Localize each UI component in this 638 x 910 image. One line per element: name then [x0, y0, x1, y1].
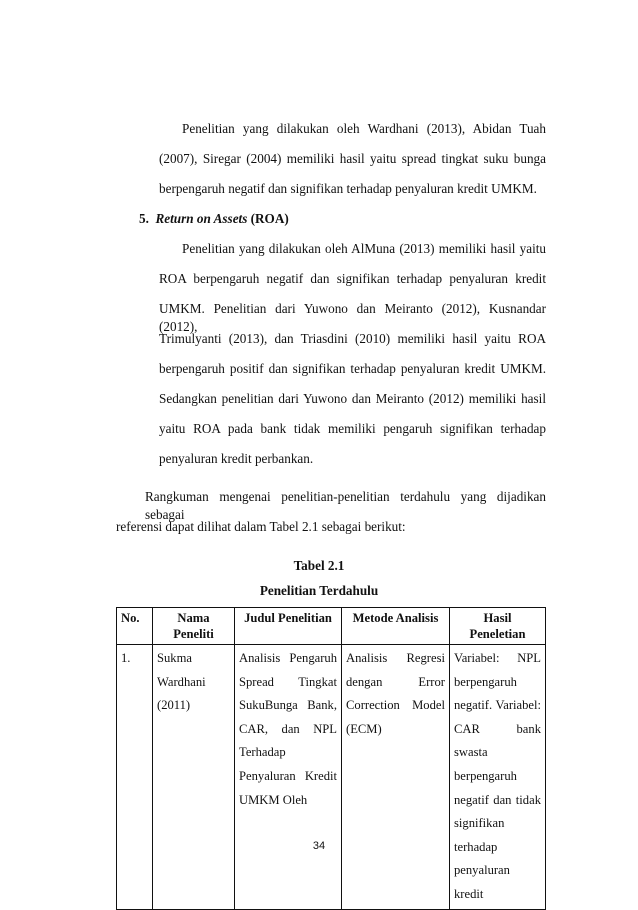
text-line: (2007), Siregar (2004) memiliki hasil yaitu spread tingkat suku bunga — [159, 151, 546, 166]
table-label: Tabel 2.1 — [293, 558, 345, 573]
cell-result: Variabel: NPL berpengaruh negatif. Variabel: CAR bank swasta berpengaruh negatif dan tidak signifikan terhadap penyaluran kredit — [450, 645, 546, 910]
cell-no: 1. — [117, 645, 153, 910]
text-line: Trimulyanti (2013), dan Triasdini (2010) memiliki hasil yaitu ROA — [159, 331, 546, 346]
column-header-title: Judul Penelitian — [235, 608, 342, 645]
text-line: Penelitian yang dilakukan oleh Wardhani (2013), Abidan Tuah — [182, 121, 546, 136]
text-line: Sedangkan penelitian dari Yuwono dan Meiranto (2012) memiliki hasil — [159, 391, 546, 406]
previous-research-table — [116, 607, 546, 910]
cell-method: Analisis Regresi dengan Error Correction Model (ECM) — [342, 645, 450, 910]
text-line: UMKM. Penelitian dari Yuwono dan Meiranto (2012), Kusnandar (2012), — [159, 301, 546, 334]
cell-researcher: Sukma Wardhani (2011) — [153, 645, 235, 910]
table-row — [117, 645, 546, 910]
text-line: yaitu ROA pada bank tidak memiliki pengaruh signifikan terhadap — [159, 421, 546, 436]
table-title: Penelitian Terdahulu — [259, 583, 379, 598]
text-line: Penelitian yang dilakukan oleh AlMuna (2013) memiliki hasil yaitu — [182, 241, 546, 256]
column-header-no: No. — [117, 608, 153, 645]
text-line: referensi dapat dilihat dalam Tabel 2.1 sebagai berikut: — [116, 519, 406, 534]
text-line: Rangkuman mengenai penelitian-penelitian terdahulu yang dijadikan sebagai — [145, 489, 546, 522]
column-header-researcher: Nama Peneliti — [153, 608, 235, 645]
text-line: berpengaruh positif dan signifikan terhadap penyaluran kredit UMKM. — [159, 361, 546, 376]
section-title-suffix: (ROA) — [247, 211, 289, 226]
text-line: penyaluran kredit perbankan. — [159, 451, 314, 466]
column-header-method: Metode Analisis — [342, 608, 450, 645]
text-line: ROA berpengaruh negatif dan signifikan terhadap penyaluran kredit — [159, 271, 546, 286]
section-title-italic: Return on Assets — [155, 211, 248, 226]
page-number: 34 — [312, 840, 326, 852]
section-number: 5. — [139, 211, 149, 226]
text-line: berpengaruh negatif dan signifikan terhadap penyaluran kredit UMKM. — [159, 181, 537, 196]
table-header-row — [117, 608, 546, 645]
section-heading-roa — [139, 210, 289, 228]
column-header-result: Hasil Peneletian — [450, 608, 546, 645]
cell-title: Analisis Pengaruh Spread Tingkat SukuBunga Bank, CAR, dan NPL Terhadap Penyaluran Kredit UMKM Oleh — [235, 645, 342, 910]
